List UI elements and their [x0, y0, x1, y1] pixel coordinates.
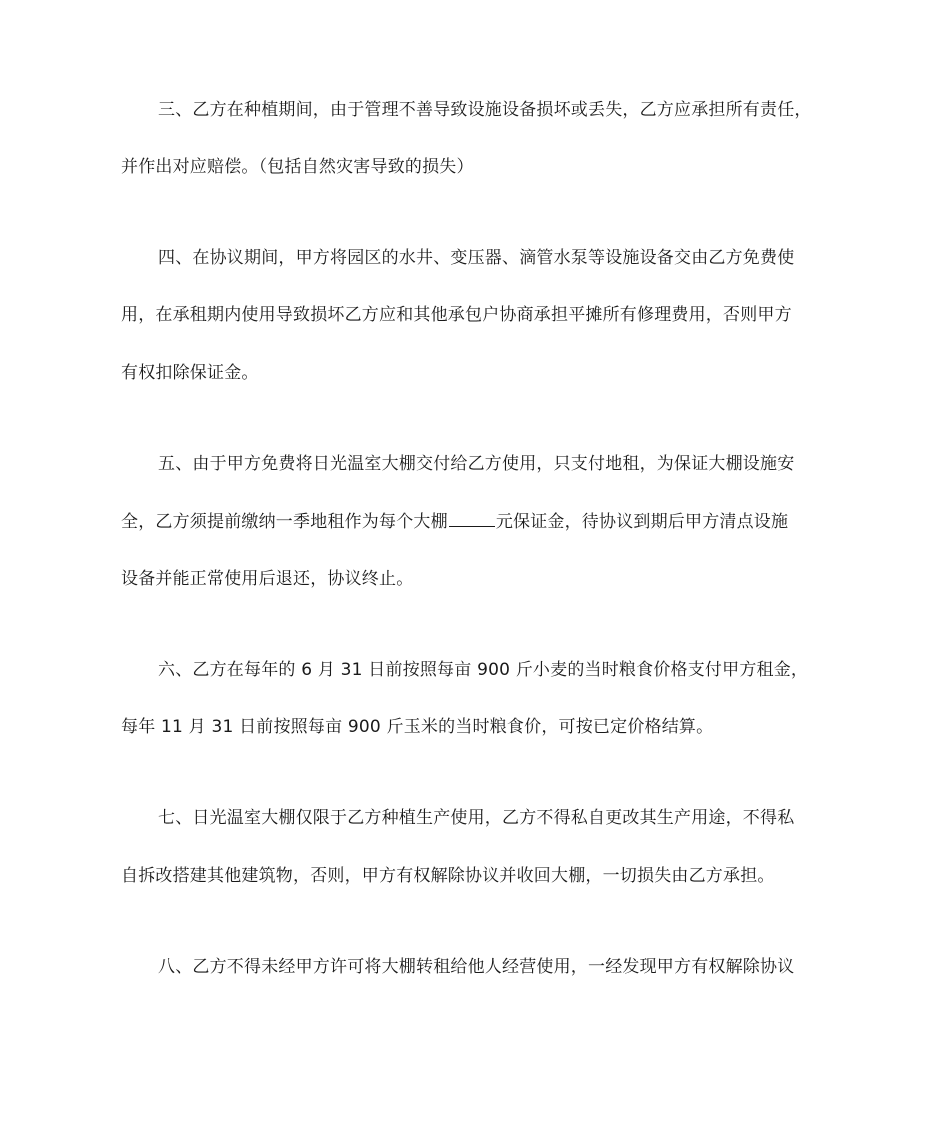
clause-4-text-2: 用，在承租期内使用导致损坏乙方应和其他承包户协商承担平摊所有修理费用，否则甲方	[121, 305, 792, 325]
clause-6-text-1: 六、乙方在每年的 6 月 31 日前按照每亩 900 斤小麦的当时粮食价格支付甲方租金，	[158, 660, 809, 680]
clause-4-line-3	[0, 358, 950, 388]
clause-3-text-1: 三、乙方在种植期间，由于管理不善导致设施设备损坏或丢失，乙方应承担所有责任，	[158, 100, 812, 120]
clause-5-line-2	[0, 507, 950, 537]
clause-7-line-2	[0, 861, 950, 891]
deposit-amount-blank	[449, 509, 495, 527]
clause-7-text-1: 七、日光温室大棚仅限于乙方种植生产使用，乙方不得私自更改其生产用途，不得私	[158, 808, 795, 828]
clause-7-text-2: 自拆改搭建其他建筑物，否则，甲方有权解除协议并收回大棚，一切损失由乙方承担。	[121, 866, 775, 886]
clause-8-text-1: 八、乙方不得未经甲方许可将大棚转租给他人经营使用，一经发现甲方有权解除协议	[158, 957, 795, 977]
clause-5-text-2	[121, 507, 788, 537]
clause-3-text-2: 并作出对应赔偿。（包括自然灾害导致的损失）	[121, 157, 474, 177]
clause-3-line-1	[0, 95, 950, 125]
clause-4-line-1	[0, 243, 950, 273]
clause-6-line-1	[0, 655, 950, 685]
clause-5-line-3	[0, 564, 950, 594]
clause-7-line-1	[0, 803, 950, 833]
clause-3-line-2	[0, 152, 950, 182]
clause-5-text-2-before: 全，乙方须提前缴纳一季地租作为每个大棚	[121, 512, 448, 532]
clause-8-line-1	[0, 952, 950, 982]
clause-5-text-3: 设备并能正常使用后退还，协议终止。	[121, 569, 414, 589]
clause-5-line-1	[0, 449, 950, 479]
clause-6-text-2: 每年 11 月 31 日前按照每亩 900 斤玉米的当时粮食价，可按已定价格结算。	[121, 717, 714, 737]
clause-6-line-2	[0, 712, 950, 742]
clause-4-line-2	[0, 300, 950, 330]
clause-4-text-1: 四、在协议期间，甲方将园区的水井、变压器、滴管水泵等设施设备交由乙方免费使	[158, 248, 795, 268]
clause-5-text-1: 五、由于甲方免费将日光温室大棚交付给乙方使用，只支付地租，为保证大棚设施安	[158, 454, 795, 474]
clause-5-text-2-after: 元保证金，待协议到期后甲方清点设施	[495, 512, 789, 532]
clause-4-text-3: 有权扣除保证金。	[121, 363, 259, 383]
